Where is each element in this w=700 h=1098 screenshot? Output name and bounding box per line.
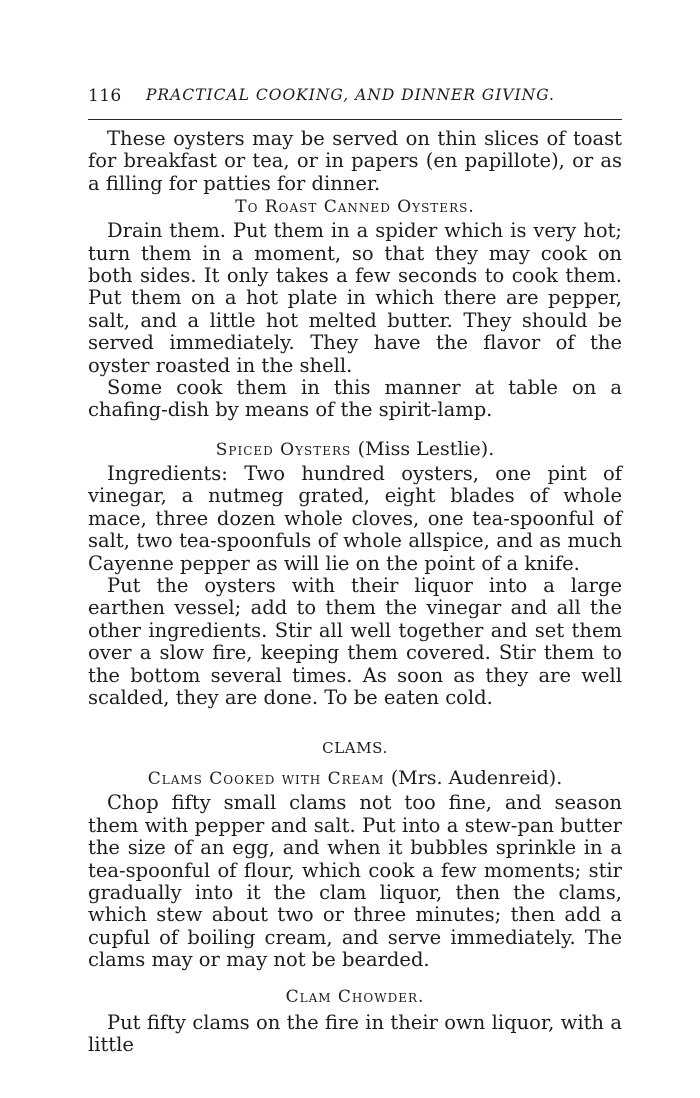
header-rule — [88, 119, 622, 120]
paragraph-oysters-serving: These oysters may be served on thin slices of toast for breakfast or tea, or in papers (en papillote), or as a filling for patties for dinner. — [88, 127, 622, 195]
paragraph-clam-chowder: Put fifty clams on the fire in their own liquor, with a little — [88, 1010, 622, 1056]
paragraph-clams-cream: Chop fifty small clams not too fine, and season them with pepper and salt. Put into a stew-pan butter the size of an egg, and when it bubbles sprinkle in a tea-spoonful of flour, which cook a few moments; stir gradually into it the clam liquor, then the clams, which stew about two or three minutes; then add a cupful of boiling cream, and serve immediately. The clams may or may not be bearded. — [88, 791, 622, 972]
heading-spiced-oysters-title: Spiced Oysters — [215, 439, 352, 460]
heading-clams-cream-title: Clams Cooked with Cream — [147, 769, 385, 790]
heading-clam-chowder: Clam Chowder. — [285, 986, 425, 1007]
running-title: PRACTICAL COOKING, AND DINNER GIVING. — [146, 86, 555, 104]
paragraph-roast-2: Some cook them in this manner at table on a chafing-dish by means of the spirit-lamp. — [88, 376, 622, 422]
heading-roast-canned-oysters: To Roast Canned Oysters. — [235, 197, 475, 218]
page-body — [88, 128, 622, 1056]
running-head — [88, 86, 622, 110]
paragraph-spiced-method: Put the oysters with their liquor into a large earthen vessel; add to them the vinegar and all the other ingredients. Stir all well together and set them over a slow fire, keeping them covered. Stir them to the bottom several times. As soon as they are well scalded, they are done. To be eaten cold. — [88, 573, 622, 709]
heading-spiced-oysters — [88, 438, 622, 461]
section-title-clams: CLAMS. — [322, 739, 388, 758]
heading-spiced-oysters-attribution: (Miss Lestlie). — [357, 437, 495, 460]
paragraph-roast-1: Drain them. Put them in a spider which is very hot; turn them in a moment, so that they may cook on both sides. It only takes a few seconds to cook them. Put them on a hot plate in which there are pepper, salt, and a little hot melted butter. They should be served immediately. They have the flavor of the oyster roasted in the shell. — [88, 219, 622, 377]
paragraph-spiced-ingredients: Ingredients: Two hundred oysters, one pint of vinegar, a nutmeg grated, eight blades of whole mace, three dozen whole cloves, one tea-spoonful of salt, two tea-spoonfuls of whole allspice, and as much Cayenne pepper as will lie on the point of a knife. — [88, 461, 622, 575]
heading-clams-cooked-with-cream — [88, 767, 622, 790]
heading-clams-cream-attribution: (Mrs. Audenreid). — [390, 767, 563, 790]
page-number: 116 — [88, 86, 122, 106]
